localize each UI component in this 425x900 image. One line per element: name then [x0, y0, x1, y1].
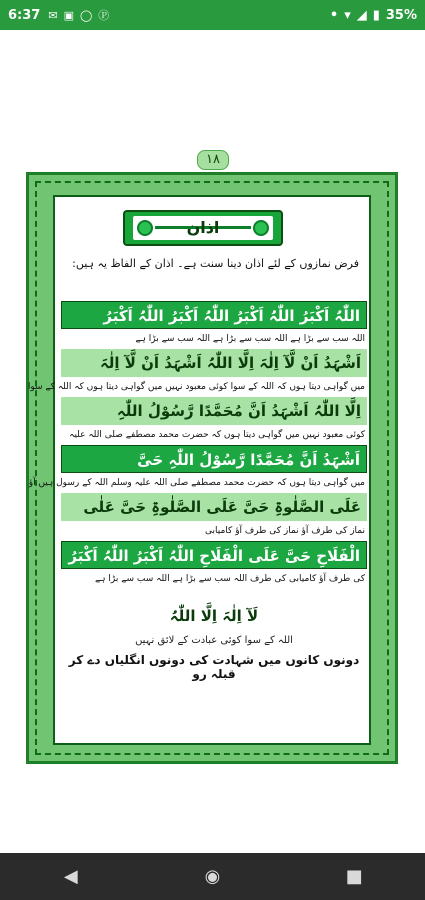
- azan-row-5: [61, 493, 367, 521]
- p-icon: Ⓟ: [98, 9, 110, 22]
- closing-translation: اللہ کے سوا کوئی عبادت کے لائق نہیں: [135, 635, 293, 646]
- message-icon: ✉: [48, 8, 58, 22]
- closing-block: [61, 607, 367, 727]
- circle-o-icon: ◯: [79, 8, 93, 22]
- azan-row-1: [61, 301, 367, 329]
- title-inner: [133, 216, 273, 240]
- home-icon: ◉: [204, 866, 221, 887]
- closing-arabic: لَآ اِلٰہَ اِلَّا اللّٰہُ: [169, 607, 259, 625]
- back-icon: ◀: [63, 866, 78, 887]
- recent-apps-icon: ■: [345, 866, 363, 887]
- azan-row-5-text: عَلَی الصَّلٰوۃِ حَیَّ عَلَی الصَّلٰوۃِ حَیَّ عَلٰی: [83, 498, 361, 516]
- azan-row-6-text: الْفَلَاحِ حَیَّ عَلَی الْفَلَاحِ اللّٰہُ اَکْبَرُ اللّٰہُ اَکْبَرُ: [68, 547, 360, 565]
- closing-instruction: دونوں کانوں میں شہادت کی دونوں انگلیاں دے کر قبلہ رو: [68, 653, 360, 681]
- battery-icon: ▮: [372, 7, 380, 23]
- battery-percent: 35%: [385, 7, 417, 23]
- azan-row-2: [61, 349, 367, 377]
- status-time: 6:37: [8, 7, 41, 23]
- azan-row-2-text: اَشْہَدُ اَنْ لَّآ اِلٰہَ اِلَّا اللّٰہُ اَشْہَدُ اَنْ لَّآ اِلٰہَ: [99, 354, 361, 372]
- content-panel: [27, 195, 371, 745]
- page-number-badge: ۱۸: [197, 150, 229, 170]
- page-title: اذان: [186, 218, 220, 237]
- azan-caption-3: کوئی معبود نہیں میں گواہی دیتا ہوں کہ حضرت محمد مصطفے صلی اللہ علیہ: [69, 430, 365, 440]
- azan-caption-6: کی طرف آؤ کامیابی کی طرف اللہ سب سے بڑا ہے اللہ سب سے بڑا ہے: [95, 574, 365, 584]
- azan-caption-5: نماز کی طرف آؤ نماز کی طرف آؤ کامیابی: [205, 526, 365, 536]
- status-bar: [0, 0, 425, 30]
- recent-apps-button[interactable]: [324, 866, 384, 887]
- intro-text: فرض نمازوں کے لئے اذان دینا سنت ہے۔ اذان کے الفاظ یہ ہیں:: [72, 257, 359, 270]
- signal-icon: ◢: [356, 7, 367, 23]
- azan-row-1-text: اللّٰہُ اَکْبَرُ اللّٰہُ اَکْبَرُ اللّٰہُ اَکْبَرُ اللّٰہُ اَکْبَرُ: [103, 307, 360, 325]
- status-right: [330, 8, 417, 23]
- azan-row-4-text: اَشْہَدُ اَنَّ مُحَمَّدًا رَّسُوْلُ اللّٰہِ حَیَّ: [137, 451, 360, 469]
- page-container: [0, 30, 425, 743]
- wifi-icon: ▾: [344, 7, 351, 23]
- azan-row-4: [61, 445, 367, 473]
- dot-icon: •: [329, 7, 339, 23]
- status-left-icons: [48, 7, 109, 23]
- home-button[interactable]: [182, 866, 242, 887]
- photo-icon: ▣: [63, 8, 74, 22]
- azan-row-3-text: اِلَّا اللّٰہُ اَشْہَدُ اَنَّ مُحَمَّدًا رَّسُوْلُ اللّٰہِ: [116, 402, 361, 420]
- azan-row-6: [61, 541, 367, 569]
- title-box: [123, 210, 283, 246]
- android-navbar: [0, 853, 425, 900]
- azan-caption-4: میں گواہی دیتا ہوں کہ حضرت محمد مصطفے صلی اللہ علیہ وسلم اللہ کے رسول ہیں آؤ: [28, 478, 365, 488]
- decorative-frame: [26, 172, 398, 764]
- azan-caption-1: اللہ سب سے بڑا ہے اللہ سب سے بڑا ہے اللہ سب سے بڑا ہے: [135, 334, 365, 344]
- back-button[interactable]: [41, 866, 101, 887]
- azan-caption-2: میں گواہی دیتا ہوں کہ اللہ کے سوا کوئی معبود نہیں میں گواہی دیتا ہوں کہ اللہ کے سوا: [27, 382, 365, 392]
- azan-row-3: [61, 397, 367, 425]
